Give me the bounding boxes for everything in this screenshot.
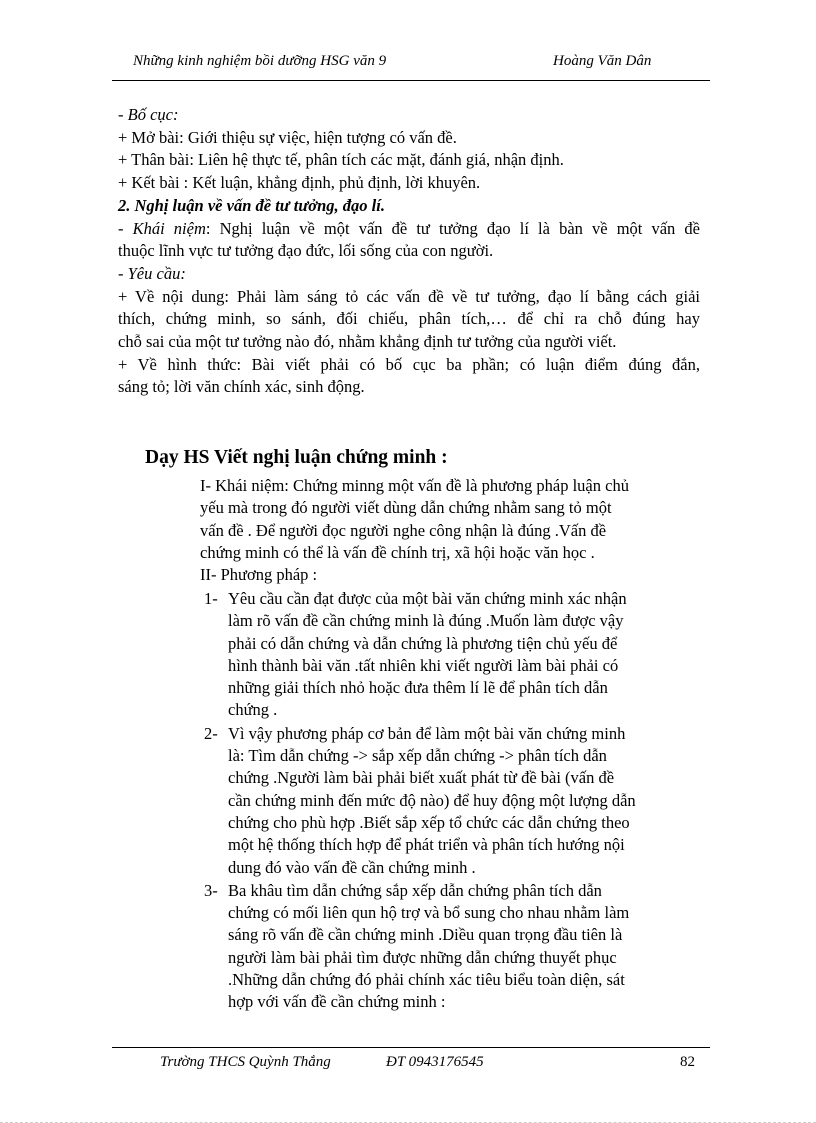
method-item: [200, 588, 690, 722]
method-list: [200, 588, 690, 1014]
page-number: 82: [680, 1054, 695, 1070]
ket-bai-line: + Kết bài : Kết luận, khẳng định, phủ định, lời khuyên.: [118, 173, 481, 193]
mo-bai-line: + Mở bài: Giới thiệu sự việc, hiện tượng có vấn đề.: [118, 127, 457, 147]
item-line: cần chứng minh đến mức độ nào) để huy động một lượng dẫn: [228, 790, 636, 810]
header-rule: [112, 80, 710, 81]
item-line: Vì vậy phương pháp cơ bản để làm một bài văn chứng minh: [228, 723, 626, 743]
item-line: hình thành bài văn .tất nhiên khi viết người làm bài phải có: [228, 655, 619, 675]
bo-cuc-label: - Bố cục:: [118, 105, 179, 124]
item-line: chứng cho phù hợp .Biết sắp xếp tổ chức các dẫn chứng theo: [228, 812, 630, 832]
header-title: Những kinh nghiệm bồi dưỡng HSG văn 9: [133, 53, 387, 69]
item-number: 3-: [204, 880, 218, 900]
than-bai-line: + Thân bài: Liên hệ thực tế, phân tích các mặt, đánh giá, nhận định.: [118, 150, 564, 170]
item-line: là: Tìm dẫn chứng -> sắp xếp dẫn chứng -> phân tích dẫn: [228, 746, 607, 766]
yeu-cau-label: - Yêu cầu:: [118, 263, 186, 283]
section-title: Dạy HS Viết nghị luận chứng minh :: [145, 447, 448, 468]
section-khai-niem-line: I- Khái niệm: Chứng minng một vấn đề là phương pháp luận chủ: [200, 476, 629, 495]
hinh-thuc-line-1: + Về hình thức: Bài viết phải có bố cục ba phần; có luận điểm đúng đắn,: [118, 354, 700, 374]
method-item: [200, 880, 690, 1014]
section-khai-niem: [200, 475, 670, 586]
item-line: chứng có mối liên qun hộ trợ và bổ sung cho nhau nhằm làm: [228, 903, 630, 923]
footer-rule: [112, 1047, 710, 1048]
item-line: hợp với vấn đề cần chứng minh :: [228, 992, 446, 1012]
item-line: .Những dẫn chứng đó phải chính xác tiêu biểu toàn diện, sát: [228, 970, 625, 990]
item-line: phải có dẫn chứng và dẫn chứng là phương tiện chủ yếu để: [228, 633, 618, 653]
hinh-thuc-line-2: sáng tỏ; lời văn chính xác, sinh động.: [118, 377, 365, 397]
khai-niem-label: - Khái niệm: [118, 218, 206, 238]
section-khai-niem-line: vấn đề . Để người đọc người nghe công nhận là đúng .Vấn đề: [200, 520, 607, 540]
khai-niem-line-2: thuộc lĩnh vực tư tưởng đạo đức, lối sống của con người.: [118, 241, 494, 261]
noi-dung-line-3: chỗ sai của một tư tưởng nào đó, nhằm khẳng định tư tưởng của người viết.: [118, 332, 617, 352]
item-line: những giải thích nhỏ hoặc đưa thêm lí lẽ để phân tích dẫn: [228, 678, 608, 698]
item-line: sáng rõ vấn đề cần chứng minh .Diều quan trọng đầu tiên là: [228, 925, 623, 945]
item-line: chứng .: [228, 700, 278, 720]
header-author: Hoàng Văn Dân: [553, 53, 652, 69]
item-line: Yêu cầu cần đạt được của một bài văn chứng minh xác nhận: [228, 589, 627, 608]
item-line: người làm bài phải tìm được những dẫn chứng thuyết phục: [228, 947, 617, 967]
item-line: Ba khâu tìm dẫn chứng sắp xếp dẫn chứng phân tích dẫn: [228, 880, 602, 900]
section-khai-niem-line: yếu mà trong đó người viết dùng dẫn chứng nhằm sang tỏ một: [200, 498, 612, 518]
item-line: một hệ thống thích hợp để phát triển và phân tích hướng nội: [228, 835, 625, 855]
section-khai-niem-line: chứng minh có thể là vấn đề chính trị, xã hội hoặc văn học .: [200, 542, 595, 562]
noi-dung-line-1: + Về nội dung: Phải làm sáng tỏ các vấn đề về tư tưởng, đạo lí bằng cách giải: [118, 286, 700, 306]
item-number: 2-: [204, 723, 218, 743]
method-item: [200, 723, 690, 879]
noi-dung-line-2: thích, chứng minh, so sánh, đối chiếu, phân tích,… để chỉ ra chỗ đúng hay: [118, 309, 700, 329]
item-line: dung đó vào vấn đề cần chứng minh .: [228, 857, 476, 877]
khai-niem-line-1: [118, 218, 700, 241]
footer-phone: ĐT 0943176545: [386, 1054, 484, 1070]
heading-2: 2. Nghị luận về vấn đề tư tưởng, đạo lí.: [118, 195, 385, 215]
item-line: làm rõ vấn đề cần chứng minh là đúng .Muốn làm được vậy: [228, 611, 624, 631]
item-line: chứng .Người làm bài phải biết xuất phát từ đề bài (vấn đề: [228, 768, 615, 788]
part1-block: [118, 104, 700, 399]
footer-school: Trường THCS Quỳnh Thắng: [160, 1054, 331, 1070]
phuong-phap-label: II- Phương pháp :: [200, 565, 318, 585]
khai-niem-text-1: : Nghị luận về một vấn đề tư tưởng đạo lí là bàn về một vấn đề: [205, 218, 700, 238]
item-number: 1-: [204, 589, 218, 608]
